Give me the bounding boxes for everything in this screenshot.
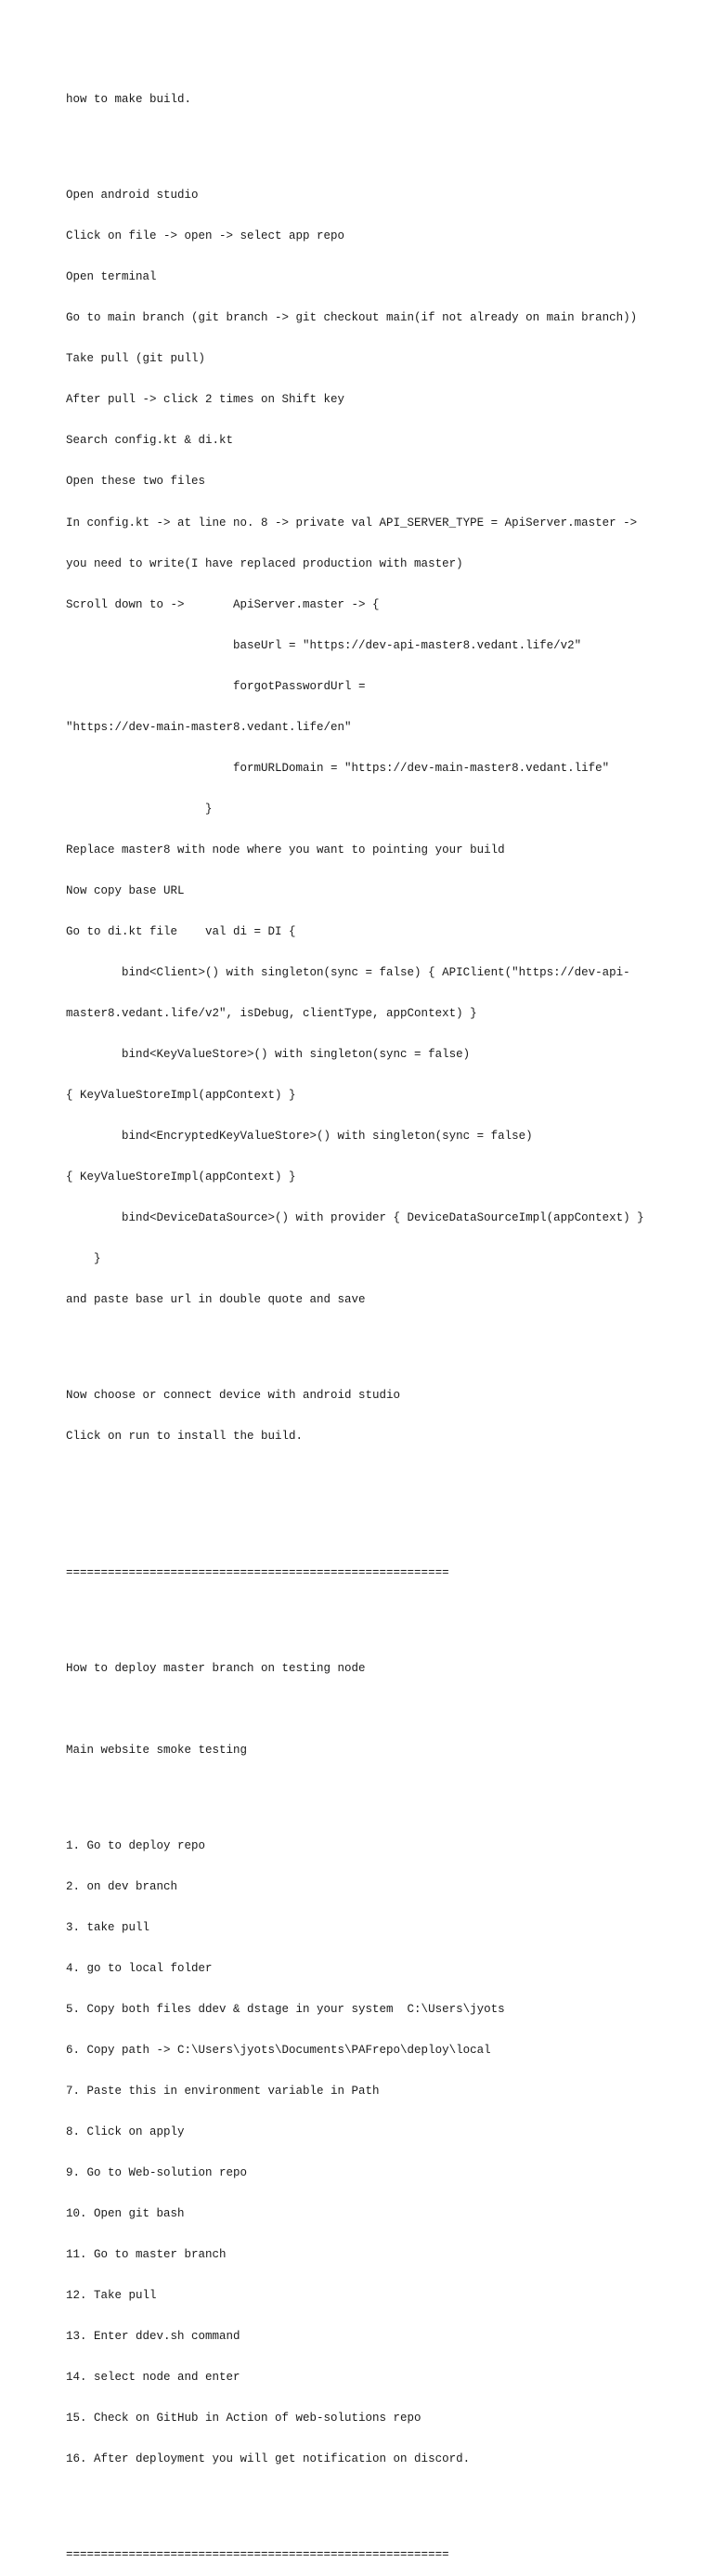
build-step: Now copy base URL (66, 883, 185, 897)
code-line: bind<EncryptedKeyValueStore>() with singleton(sync = false) (66, 1130, 533, 1144)
code-line: formURLDomain = "https://dev-main-master8.vedant.life" (66, 761, 610, 775)
build-step: Open android studio (66, 189, 199, 203)
code-line: bind<Client>() with singleton(sync = false) { APIClient("https://dev-api- (66, 966, 630, 980)
deploy-section-subtitle: Main website smoke testing (66, 1743, 248, 1757)
code-line: forgotPasswordUrl = (66, 679, 366, 693)
code-line: { KeyValueStoreImpl(appContext) } (66, 1170, 296, 1184)
blank-line (66, 134, 697, 148)
build-step: Go to main branch (git branch -> git checkout main(if not already on main branch)) (66, 311, 638, 325)
code-line: { KeyValueStoreImpl(appContext) } (66, 1089, 296, 1103)
blank-line (66, 1703, 697, 1717)
build-step: you need to write(I have replaced production with master) (66, 556, 463, 570)
deploy-step: 12. Take pull (66, 2289, 157, 2303)
code-line: "https://dev-main-master8.vedant.life/en" (66, 720, 352, 734)
code-line: } (66, 802, 213, 816)
deploy-step: 7. Paste this in environment variable in Path (66, 2085, 380, 2099)
build-step: Search config.kt & di.kt (66, 434, 234, 448)
build-step: After pull -> click 2 times on Shift key (66, 393, 345, 407)
blank-line (66, 1511, 697, 1525)
deploy-step: 4. go to local folder (66, 1961, 213, 1975)
build-section-title: how to make build. (66, 93, 192, 107)
separator-line: ======================================================= (66, 2548, 449, 2562)
closing-line: Now choose or connect device with android studio (66, 1389, 401, 1403)
deploy-step: 3. take pull (66, 1920, 150, 1934)
blank-line (66, 1785, 697, 1798)
blank-line (66, 1334, 697, 1348)
build-step: Open these two files (66, 475, 206, 489)
deploy-step: 14. select node and enter (66, 2371, 240, 2385)
deploy-step: 9. Go to Web-solution repo (66, 2166, 248, 2180)
document-page (66, 66, 697, 2576)
blank-line (66, 1471, 697, 1484)
deploy-step: 2. on dev branch (66, 1879, 178, 1893)
deploy-step: 13. Enter ddev.sh command (66, 2330, 240, 2344)
deploy-step: 6. Copy path -> C:\Users\jyots\Documents\PAFrepo\deploy\local (66, 2043, 491, 2057)
build-step: and paste base url in double quote and save (66, 1293, 366, 1307)
deploy-step: 11. Go to master branch (66, 2248, 227, 2262)
code-line: } (66, 1252, 101, 1266)
deploy-step: 16. After deployment you will get notification on discord. (66, 2452, 471, 2466)
code-line: Scroll down to -> ApiServer.master -> { (66, 597, 380, 611)
deploy-section-title: How to deploy master branch on testing node (66, 1661, 366, 1675)
code-line: bind<DeviceDataSource>() with provider { DeviceDataSourceImpl(appContext) } (66, 1211, 644, 1225)
deploy-step: 15. Check on GitHub in Action of web-solutions repo (66, 2412, 421, 2426)
build-step: In config.kt -> at line no. 8 -> private val API_SERVER_TYPE = ApiServer.master -> (66, 516, 638, 530)
deploy-step: 8. Click on apply (66, 2125, 185, 2139)
closing-line: Click on run to install the build. (66, 1430, 304, 1444)
build-step: Replace master8 with node where you want to pointing your build (66, 843, 505, 856)
code-line: bind<KeyValueStore>() with singleton(sync = false) (66, 1048, 471, 1062)
deploy-step: 10. Open git bash (66, 2207, 185, 2221)
deploy-step: 1. Go to deploy repo (66, 1838, 206, 1852)
build-step: Open terminal (66, 270, 157, 284)
blank-line (66, 1607, 697, 1621)
code-line: Go to di.kt file val di = DI { (66, 925, 296, 938)
deploy-step: 5. Copy both files ddev & dstage in your system C:\Users\jyots (66, 2002, 505, 2016)
code-line: baseUrl = "https://dev-api-master8.vedant.life/v2" (66, 638, 582, 652)
blank-line (66, 2493, 697, 2507)
code-line: master8.vedant.life/v2", isDebug, clientType, appContext) } (66, 1007, 477, 1021)
separator-line: ======================================================= (66, 1566, 449, 1580)
build-step: Click on file -> open -> select app repo (66, 229, 345, 243)
build-step: Take pull (git pull) (66, 352, 206, 366)
